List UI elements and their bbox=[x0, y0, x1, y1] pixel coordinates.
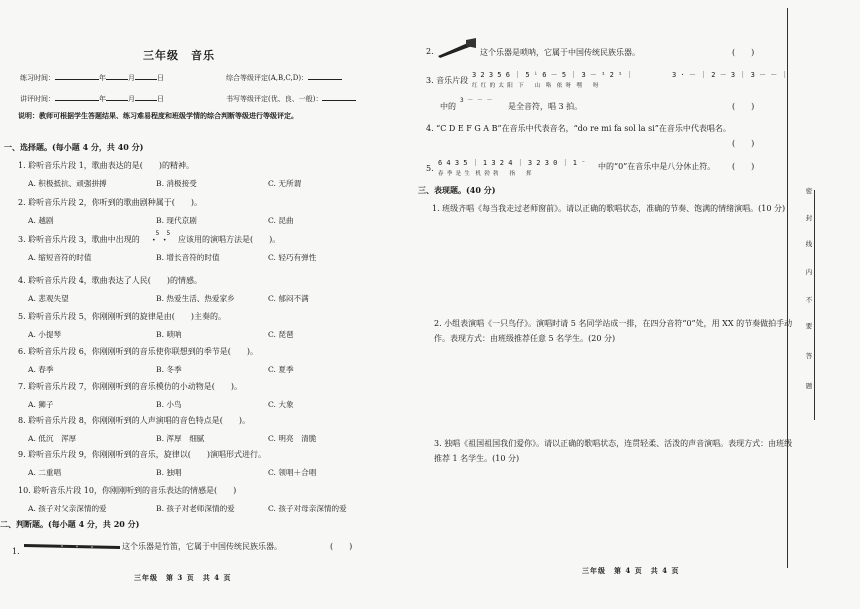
option-a[interactable]: A. 悲观失望 bbox=[28, 294, 69, 303]
q3-notation-part2: 3 · － ｜ 2 － 3 ｜ 3 － － ｜ bbox=[672, 71, 789, 79]
q3-notation-part1: 3 2 3 5 6 ｜ 5 ⁱ 6 － 5 ｜ 3 － ¹ 2 ¹ ｜ bbox=[472, 71, 634, 79]
option-a[interactable]: A. 小提琴 bbox=[28, 330, 62, 339]
option-a[interactable]: A. 孩子对父亲深情的爱 bbox=[28, 504, 107, 513]
option-a[interactable]: A. 春季 bbox=[28, 365, 54, 374]
practice-time-label: 练习时间： bbox=[20, 74, 55, 82]
review-time-row bbox=[20, 92, 164, 104]
right-page bbox=[420, 0, 860, 609]
writing-grade-row bbox=[226, 92, 356, 104]
month-label: 月 bbox=[128, 74, 135, 82]
section3-heading: 三、表现题。(40 分) bbox=[418, 185, 496, 195]
day-label: 日 bbox=[157, 95, 164, 103]
judge-q3-label: 3. 音乐片段 bbox=[426, 76, 469, 85]
performance-q2: 2. 小组表演唱《一只鸟仔》。演唱时请 5 名同学站成一排，在四分音符“0”处，用 XX 的节奏做拍手动作。表现方式：由班级推荐任意 5 名学生。(20 分) bbox=[434, 319, 793, 343]
option-c[interactable]: C. 孩子对母亲深情的爱 bbox=[268, 504, 347, 513]
page-footer: 三年级 第 4 页 共 4 页 bbox=[582, 566, 680, 575]
seal-line bbox=[787, 8, 788, 568]
seal-line-char: 答 bbox=[805, 352, 813, 360]
choice-question-stem: 4. 聆听音乐片段 4，歌曲表达了人民( )的情感。 bbox=[18, 276, 203, 285]
day-label: 日 bbox=[157, 74, 164, 82]
seal-line-char: 封 bbox=[805, 214, 813, 222]
option-c[interactable]: C. 琵琶 bbox=[268, 330, 294, 339]
seal-line-char: 要 bbox=[805, 322, 813, 330]
option-c[interactable]: C. 郁闷不满 bbox=[268, 294, 309, 303]
writing-grade-label: 书写等级评定(优、良、一般)： bbox=[226, 95, 323, 103]
option-a[interactable]: A. 缩短音符的时值 bbox=[28, 253, 92, 262]
judge-q1-answer-paren: ( ) bbox=[330, 542, 353, 551]
comprehensive-grade-row bbox=[226, 71, 342, 83]
month-label: 月 bbox=[128, 95, 135, 103]
option-a[interactable]: A. 积极抵抗、顽强拼搏 bbox=[28, 179, 107, 188]
seal-line-char: 密 bbox=[805, 187, 813, 195]
staccato-notation-figure: 5 5 • • bbox=[152, 230, 171, 244]
choice-question-stem-tail: 应该用的演唱方法是( )。 bbox=[178, 235, 281, 244]
option-a[interactable]: A. 越剧 bbox=[28, 216, 54, 225]
choice-question-stem: 7. 聆听音乐片段 7，你刚刚听到的音乐模仿的小动物是( )。 bbox=[18, 382, 243, 391]
seal-line-char: 题 bbox=[805, 382, 813, 390]
option-c[interactable]: C. 大象 bbox=[268, 400, 294, 409]
choice-question-stem: 6. 聆听音乐片段 6，你刚刚听到的音乐使你联想到的季节是( )。 bbox=[18, 347, 259, 356]
judge-q2-answer-paren: ( ) bbox=[732, 48, 755, 57]
option-c[interactable]: C. 昆曲 bbox=[268, 216, 294, 225]
option-b[interactable]: B. 热爱生活、热爱家乡 bbox=[156, 294, 235, 303]
option-b[interactable]: B. 消极接受 bbox=[156, 179, 197, 188]
section2-heading: 二、判断题。(每小题 4 分，共 20 分) bbox=[0, 519, 140, 529]
judge-q4-answer-paren: ( ) bbox=[732, 139, 755, 148]
performance-q3: 3. 独唱《祖国祖国我们爱你》。请以正确的歌唱状态，连贯轻柔、活泼的声音演唱。表现方式：由班级推荐 1 名学生。(10 分) bbox=[434, 439, 793, 463]
option-b[interactable]: B. 浑厚 细腻 bbox=[156, 434, 205, 443]
option-b[interactable]: B. 增长音符的时值 bbox=[156, 253, 220, 262]
option-c[interactable]: C. 明亮 清脆 bbox=[268, 434, 317, 443]
judge-q2-number: 2. bbox=[426, 47, 434, 56]
seal-line-char: 不 bbox=[805, 296, 813, 304]
whole-note-figure: 3 － － － bbox=[460, 97, 493, 104]
option-a[interactable]: A. 狮子 bbox=[28, 400, 54, 409]
option-c[interactable]: C. 无所谓 bbox=[268, 179, 302, 188]
judge-q5-answer-paren: ( ) bbox=[732, 162, 755, 171]
choice-question-stem: 1. 聆听音乐片段 1，歌曲表达的是( )的精神。 bbox=[18, 161, 195, 170]
q3-lyrics: 红 红 的 太 阳 下 山 咯 依 呀 嘿 呀 bbox=[472, 83, 599, 89]
judge-q1-text: 这个乐器是竹笛，它属于中国传统民族乐器。 bbox=[122, 542, 282, 551]
choice-question-stem: 3. 聆听音乐片段 3，歌曲中出现的 bbox=[18, 235, 140, 244]
judge-q5-text: 中的“0”在音乐中是八分休止符。 bbox=[598, 162, 716, 171]
practice-time-row bbox=[20, 71, 164, 83]
option-a[interactable]: A. 低沉 浑厚 bbox=[28, 434, 77, 443]
q5-notation: 6 4 3 5 ｜ 1 3 2 4 ｜ 3 2 3 0 ｜ 1 ⁻ bbox=[438, 159, 586, 167]
judge-q5-number: 5. bbox=[426, 164, 434, 173]
seal-line-inner bbox=[814, 190, 815, 420]
page-footer: 三年级 第 3 页 共 4 页 bbox=[134, 573, 232, 582]
choice-question-stem: 10. 聆听音乐片段 10，你刚刚听到的音乐表达的情感是( ) bbox=[18, 486, 237, 495]
q3-text-suffix: 是全音符，唱 3 拍。 bbox=[508, 102, 583, 111]
option-b[interactable]: B. 唢呐 bbox=[156, 330, 182, 339]
choice-question-stem: 9. 聆听音乐片段 9，你刚刚听到的音乐，旋律以( )演唱形式进行。 bbox=[18, 450, 267, 459]
option-b[interactable]: B. 独唱 bbox=[156, 468, 182, 477]
seal-line-char: 内 bbox=[805, 268, 813, 276]
review-time-label: 讲评时间： bbox=[20, 95, 55, 103]
comprehensive-grade-label: 综合等级评定(A,B,C,D)： bbox=[226, 74, 309, 82]
bamboo-flute-image bbox=[22, 538, 122, 552]
year-label: 年 bbox=[99, 95, 106, 103]
option-b[interactable]: B. 现代京剧 bbox=[156, 216, 197, 225]
page-title: 三年级 音乐 bbox=[143, 49, 215, 62]
suona-image bbox=[436, 38, 478, 60]
choice-question-stem: 8. 聆听音乐片段 8，你刚刚听到的人声演唱的音色特点是( )。 bbox=[18, 416, 251, 425]
option-b[interactable]: B. 孩子对老师深情的爱 bbox=[156, 504, 235, 513]
option-b[interactable]: B. 小鸟 bbox=[156, 400, 182, 409]
seal-line-char: 线 bbox=[805, 240, 813, 248]
year-label: 年 bbox=[99, 74, 106, 82]
option-a[interactable]: A. 二重唱 bbox=[28, 468, 62, 477]
left-page bbox=[0, 0, 420, 609]
option-c[interactable]: C. 领唱＋合唱 bbox=[268, 468, 317, 477]
judge-q3-answer-paren: ( ) bbox=[732, 102, 755, 111]
option-b[interactable]: B. 冬季 bbox=[156, 365, 182, 374]
judge-q2-text: 这个乐器是唢呐，它属于中国传统民族乐器。 bbox=[480, 48, 640, 57]
performance-q1: 1. 班级齐唱《每当我走过老师窗前》。请以正确的歌唱状态，准确的节奏、饱满的情绪演唱。(10 分) bbox=[432, 204, 786, 213]
choice-question-stem: 5. 聆听音乐片段 5，你刚刚听到的旋律是由( )主奏的。 bbox=[18, 312, 227, 321]
option-c[interactable]: C. 夏季 bbox=[268, 365, 294, 374]
option-c[interactable]: C. 轻巧有弹性 bbox=[268, 253, 317, 262]
q3-text-prefix: 中的 bbox=[440, 102, 456, 111]
judge-q4-text: 4. “C D E F G A B”在音乐中代表音名，“do re mi fa sol la si”在音乐中代表唱名。 bbox=[426, 124, 731, 133]
choice-question-stem: 2. 聆听音乐片段 2，你听到的歌曲剧种属于( )。 bbox=[18, 198, 203, 207]
q5-lyrics: 春 季 是 生 机 勃 勃 指 挥 bbox=[438, 171, 532, 177]
section1-heading: 一、选择题。(每小题 4 分，共 40 分) bbox=[4, 142, 144, 152]
judge-q1-number: 1. bbox=[12, 547, 20, 556]
instructions-note: 说明：教师可根据学生答题结果、练习难易程度和班级学情的综合判断等级进行等级评定。 bbox=[18, 111, 298, 120]
